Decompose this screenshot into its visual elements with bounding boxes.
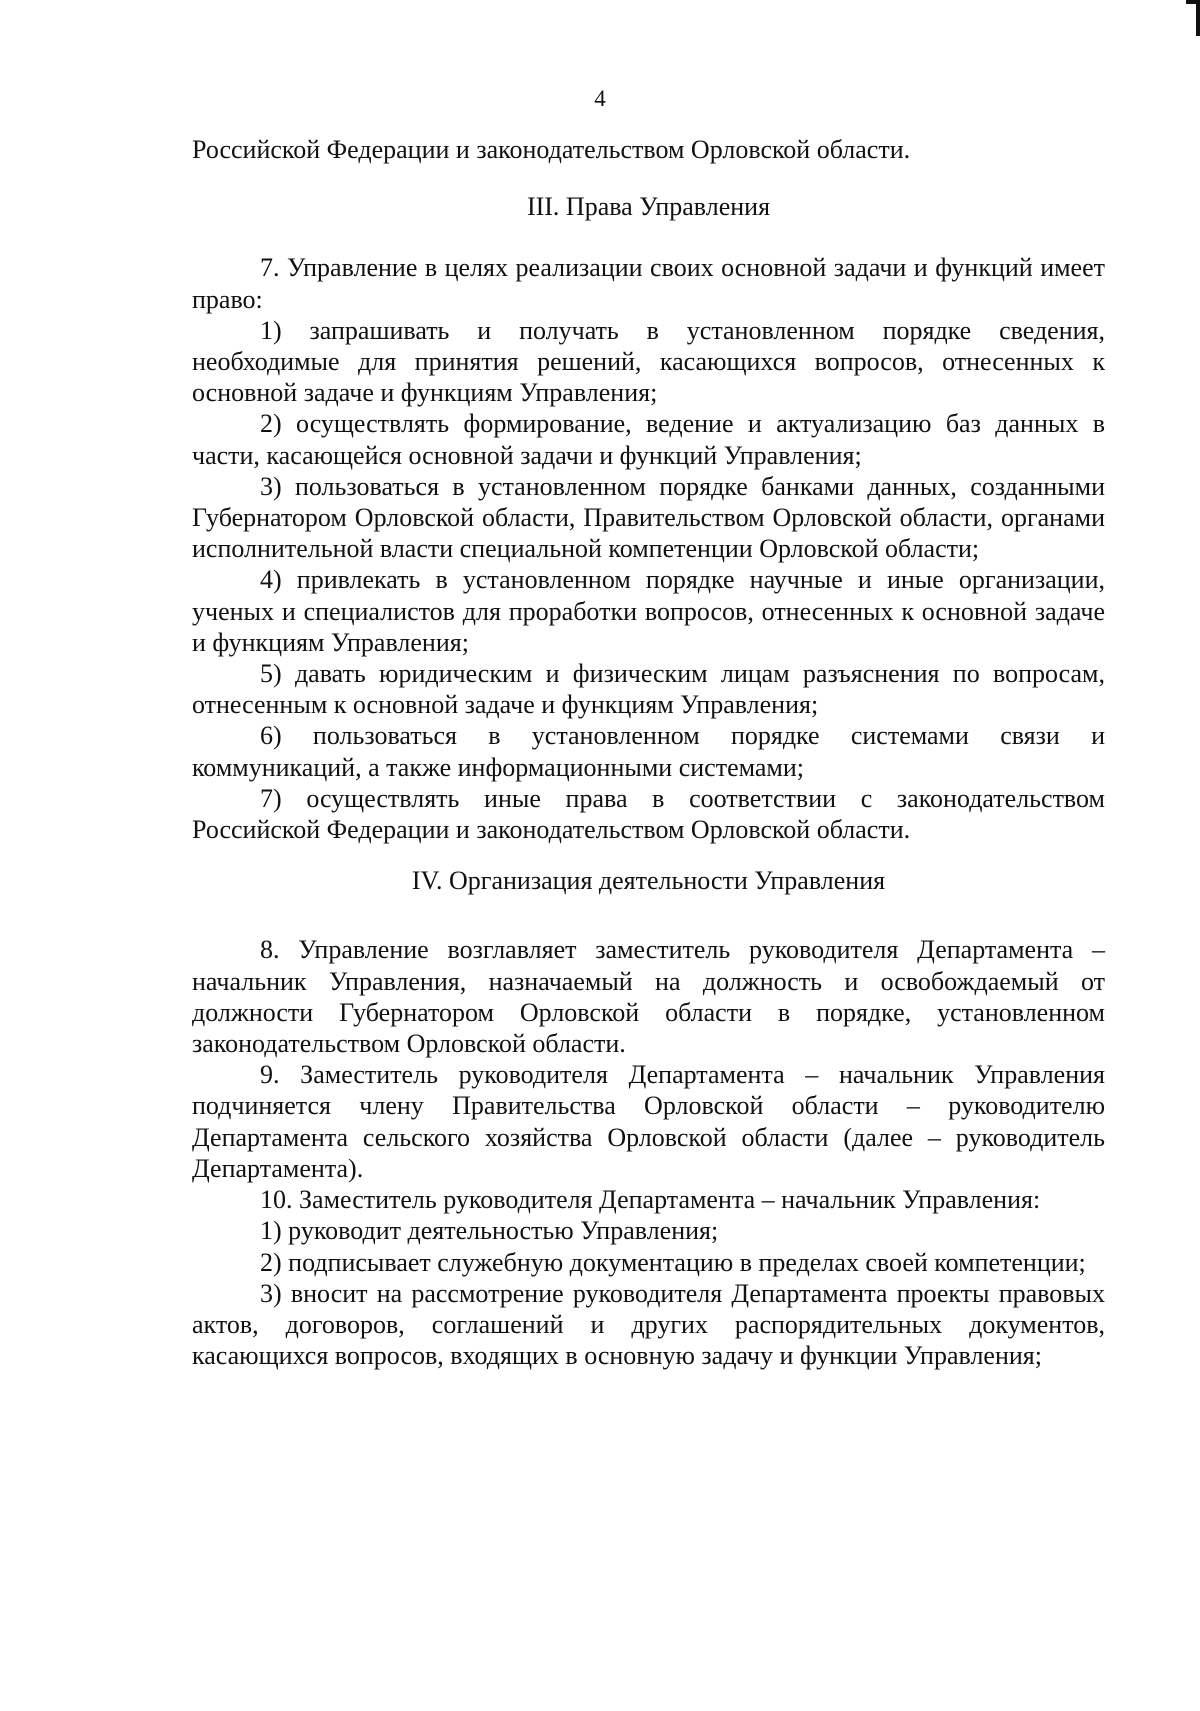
section-4-paragraph-10: 10. Заместитель руководителя Департамента – начальник Управления: [260, 1185, 1041, 1215]
carryover-paragraph: Российской Федерации и законодательством Орловской области. [192, 135, 911, 164]
section-3-item-4: 4) привлекать в установленном порядке научные и иные организации, ученых и специалистов для проработки вопросов, отнесенных к основной задаче и функциям Управления; [192, 565, 1105, 657]
document-body [192, 134, 1105, 1371]
section-4-paragraph-9: 9. Заместитель руководителя Департамента – начальник Управления подчиняется члену Правительства Орловской области – руководителю Департамента сельского хозяйства Орловской области (далее – руководитель Департамента). [192, 1060, 1105, 1183]
section-3-item-3: 3) пользоваться в установленном порядке банками данных, созданными Губернатором Орловской области, Правительством Орловской области, органами исполнительной власти специальной компетенции Орловской области; [192, 471, 1105, 564]
section-3-item-6: 6) пользоваться в установленном порядке системами связи и коммуникаций, а также информационными системами; [192, 721, 1105, 782]
section-3-item-2: 2) осуществлять формирование, ведение и актуализацию баз данных в части, касающейся основной задачи и функций Управления; [192, 409, 1105, 470]
section-3-item-7: 7) осуществлять иные права в соответствии с законодательством Российской Федерации и законодательством Орловской области. [192, 783, 1105, 845]
section-3-title: III. Права Управления [526, 192, 771, 222]
section-3-item-1: 1) запрашивать и получать в установленном порядке сведения, необходимые для принятия решений, касающихся вопросов, отнесенных к основной задаче и функциям Управления; [192, 315, 1105, 408]
section-4-item-2: 2) подписывает служебную документацию в пределах своей компетенции; [260, 1247, 1086, 1277]
scan-corner-mark [1186, 0, 1200, 36]
section-4-title: IV. Организация деятельности Управления [411, 866, 886, 896]
section-4-item-3: 3) вносит на рассмотрение руководителя Департамента проекты правовых актов, договоров, соглашений и других распорядительных документов, касающихся вопросов, входящих в основную задачу и функции Управления; [192, 1278, 1105, 1371]
section-3-item-5: 5) давать юридическим и физическим лицам разъяснения по вопросам, отнесенным к основной задаче и функциям Управления; [192, 659, 1105, 720]
section-4-paragraph-8: 8. Управление возглавляет заместитель руководителя Департамента – начальник Управления, назначаемый на должность и освобождаемый от должности Губернатором Орловской области в порядке, установленном законодательством Орловской области. [192, 935, 1105, 1059]
section-4-item-1: 1) руководит деятельностью Управления; [260, 1216, 719, 1246]
section-3-intro: 7. Управление в целях реализации своих основной задачи и функций имеет право: [192, 253, 1105, 314]
page-number: 4 [594, 86, 606, 111]
